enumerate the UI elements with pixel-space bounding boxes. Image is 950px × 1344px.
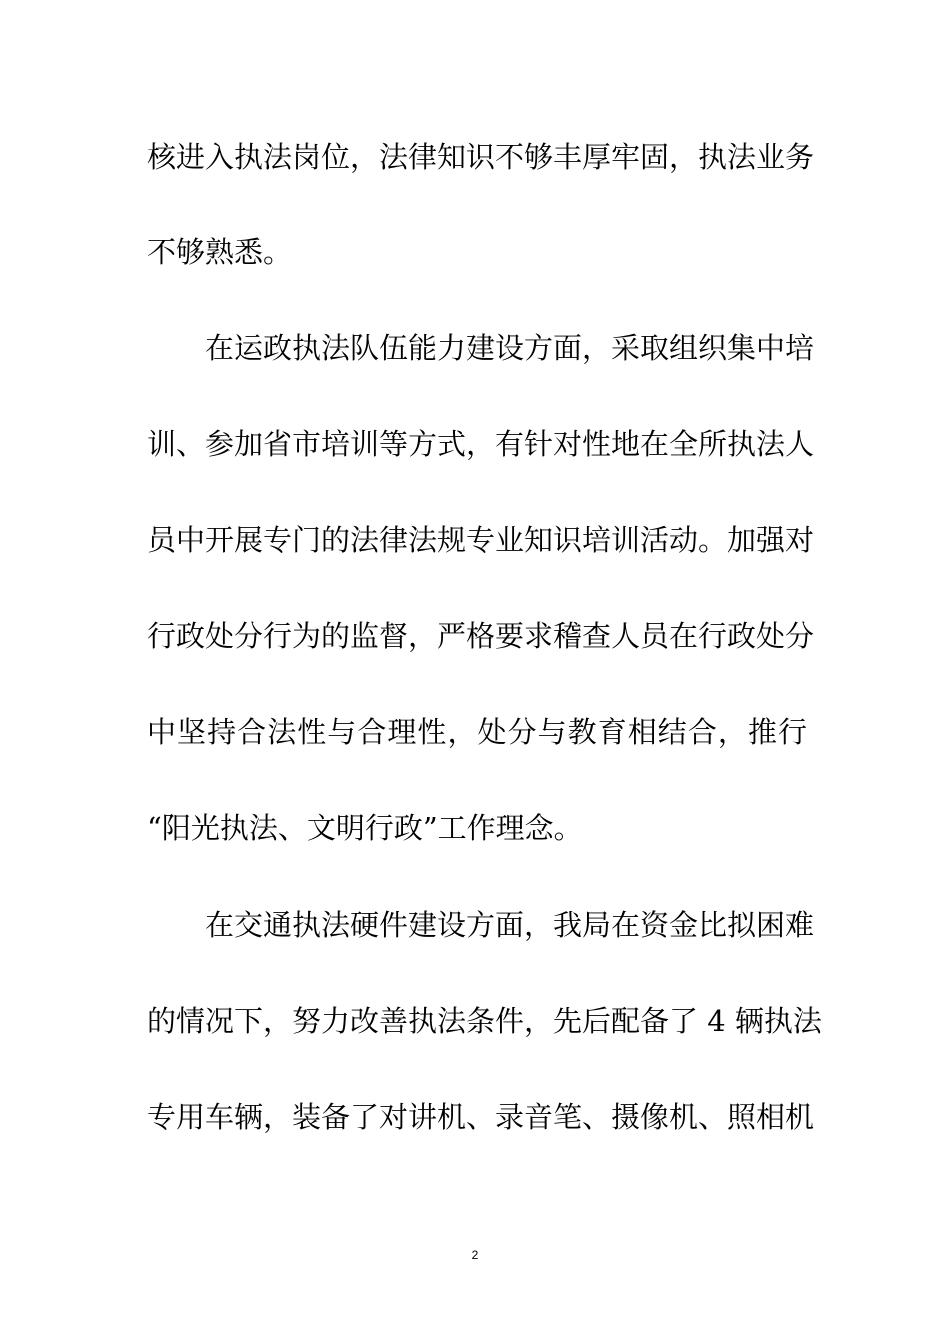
text-line: 专用车辆，装备了对讲机、录音笔、摄像机、照相机 — [147, 1100, 815, 1134]
text-line: “阳光执法、文明行政”工作理念。 — [147, 811, 583, 845]
text-line: 的情况下，努力改善执法条件，先后配备了 4 辆执法 — [147, 1004, 822, 1038]
text-line: 训、参加省市培训等方式，有针对性地在全所执法人 — [147, 427, 815, 461]
text-line: 不够熟悉。 — [147, 235, 293, 269]
text-line: 中坚持合法性与合理性，处分与教育相结合，推行 — [147, 715, 807, 749]
text-line: 核进入执法岗位，法律知识不够丰厚牢固，执法业务 — [147, 140, 815, 174]
page-number: 2 — [471, 1248, 479, 1262]
paragraph-first-line: 在运政执法队伍能力建设方面，采取组织集中培 — [205, 331, 815, 365]
paragraph-first-line: 在交通执法硬件建设方面，我局在资金比拟困难 — [205, 908, 815, 942]
text-line: 员中开展专门的法律法规专业知识培训活动。加强对 — [147, 523, 815, 557]
text-line: 行政处分行为的监督，严格要求稽查人员在行政处分 — [147, 619, 815, 653]
